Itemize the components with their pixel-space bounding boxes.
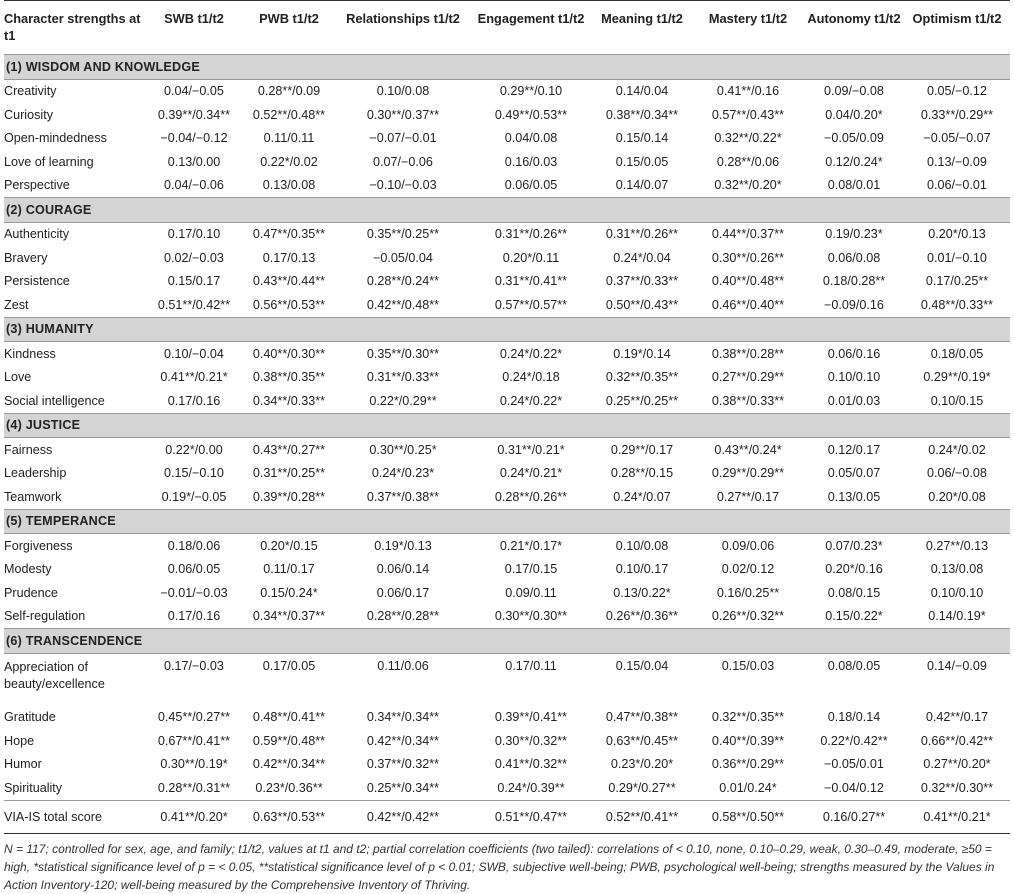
correlation-cell: 0.19*/0.13 <box>374 538 432 553</box>
correlation-cell: 0.22*/0.29** <box>369 393 437 408</box>
table-row <box>4 776 1010 800</box>
table-footnote: N = 117; controlled for sex, age, and family; t1/t2, values at t1 and t2; partial correlation coefficients (two tailed): correlations of < 0.10, none, 0.10–0.29, weak, 0.30–0.49, moderate, ≥50 = high, *statistical significance level of p = < 0.05, **statistical significance level of p < 0.01; SWB, subjective well-being; PWB, psychological well-being; strengths measured by the Values in Action Inventory-120; well-being measured by the Comprehensive Inventory of Thriving. <box>4 841 995 892</box>
correlation-cell: 0.13/0.08 <box>930 562 984 577</box>
correlation-cell: 0.46**/0.40** <box>711 297 785 312</box>
correlation-cell: 0.32**/0.35** <box>605 370 679 385</box>
correlation-cell: 0.15/0.05 <box>615 154 669 169</box>
correlation-cell: 0.19*/−0.05 <box>161 489 227 504</box>
correlation-cell: 0.18/0.05 <box>930 346 984 361</box>
correlation-cell: 0.24*/0.21* <box>499 466 563 481</box>
total-cell: 0.51**/0.47** <box>470 800 592 833</box>
correlation-cell: 0.41**/0.21* <box>160 370 228 385</box>
strength-name: Persistence <box>4 274 70 289</box>
correlation-cell: 0.56**/0.53** <box>252 297 326 312</box>
correlation-cell: 0.17/0.13 <box>262 250 316 265</box>
correlation-cell: 0.09/0.11 <box>505 585 557 600</box>
correlation-cell: 0.18/0.28** <box>822 274 886 289</box>
strength-name: Spirituality <box>4 780 63 795</box>
correlation-cell: 0.50**/0.43** <box>605 297 679 312</box>
correlation-cell: 0.66**/0.42** <box>920 733 994 748</box>
correlation-cell: 0.47**/0.35** <box>252 227 326 242</box>
strength-name: Social intelligence <box>4 393 105 408</box>
correlation-cell: 0.08/0.05 <box>827 658 881 673</box>
correlation-cell: 0.13/0.22* <box>613 585 671 600</box>
correlation-cell: 0.23*/0.36** <box>255 780 323 795</box>
correlation-cell: 0.10/0.10 <box>827 370 881 385</box>
section-header-row <box>4 509 1010 534</box>
correlation-cell: 0.05/−0.12 <box>927 84 987 99</box>
correlation-cell: 0.42**/0.48** <box>366 297 440 312</box>
strength-name: Creativity <box>4 84 57 99</box>
correlation-cell: 0.48**/0.41** <box>252 710 326 725</box>
strength-name: Perspective <box>4 178 70 193</box>
correlation-cell: 0.57**/0.43** <box>711 107 785 122</box>
correlation-cell: 0.10/0.10 <box>930 585 984 600</box>
correlation-cell: 0.39**/0.34** <box>157 107 231 122</box>
correlation-cell: 0.42**/0.17 <box>925 710 989 725</box>
correlation-cell: 0.30**/0.26** <box>711 250 785 265</box>
correlation-cell: 0.04/−0.06 <box>164 178 224 193</box>
correlation-cell: 0.27**/0.13 <box>925 538 989 553</box>
header-row <box>4 1 1010 55</box>
correlation-cell: 0.15/0.03 <box>721 658 775 673</box>
section-header-row <box>4 55 1010 80</box>
correlation-cell: 0.19/0.23* <box>825 227 883 242</box>
correlation-cell: 0.15/0.24* <box>260 585 318 600</box>
table-row <box>4 753 1010 777</box>
table-row <box>4 558 1010 582</box>
correlation-cell: 0.31**/0.41** <box>494 274 568 289</box>
table-row <box>4 581 1010 605</box>
correlation-cell: 0.37**/0.32** <box>366 757 440 772</box>
correlation-cell: 0.10/0.17 <box>615 562 669 577</box>
table-row <box>4 150 1010 174</box>
correlation-cell: 0.40**/0.30** <box>252 346 326 361</box>
correlation-cell: 0.36**/0.29** <box>711 757 785 772</box>
correlation-cell: 0.20*/0.13 <box>928 227 986 242</box>
correlation-cell: 0.29**/0.29** <box>711 466 785 481</box>
correlation-cell: 0.14/0.04 <box>615 84 669 99</box>
correlation-cell: 0.29**/0.19* <box>923 370 991 385</box>
header-column: Mastery t1/t2 <box>708 11 788 26</box>
correlation-cell: 0.06/0.14 <box>376 562 430 577</box>
correlation-table-container <box>4 0 1010 894</box>
correlation-cell: 0.17/0.16 <box>167 393 221 408</box>
correlation-cell: 0.13/0.00 <box>167 154 221 169</box>
correlation-cell: 0.10/0.15 <box>930 393 984 408</box>
correlation-cell: 0.04/−0.05 <box>164 84 224 99</box>
header-column: SWB t1/t2 <box>164 11 224 26</box>
correlation-cell: 0.31**/0.21* <box>497 442 565 457</box>
correlation-cell: 0.28**/0.09 <box>257 84 321 99</box>
correlation-cell: 0.27**/0.20* <box>923 757 991 772</box>
correlation-cell: 0.34**/0.34** <box>366 710 440 725</box>
correlation-cell: −0.05/0.01 <box>824 757 884 772</box>
correlation-cell: 0.33**/0.29** <box>920 107 994 122</box>
correlation-cell: 0.32**/0.22* <box>714 131 782 146</box>
correlation-cell: 0.13/0.08 <box>262 178 316 193</box>
correlation-cell: 0.24*/0.18 <box>502 370 560 385</box>
correlation-cell: 0.11/0.17 <box>263 562 315 577</box>
correlation-cell: 0.35**/0.30** <box>366 346 440 361</box>
correlation-cell: 0.17/0.16 <box>167 609 221 624</box>
total-cell: 0.42**/0.42** <box>336 800 470 833</box>
table-row <box>4 222 1010 246</box>
correlation-cell: 0.05/0.07 <box>827 466 881 481</box>
table-row <box>4 653 1010 706</box>
table-row <box>4 174 1010 198</box>
correlation-cell: 0.15/0.14 <box>615 131 669 146</box>
table-row <box>4 270 1010 294</box>
correlation-cell: 0.28**/0.26** <box>494 489 568 504</box>
correlation-cell: 0.17/0.11 <box>505 658 557 673</box>
correlation-cell: 0.29**/0.10 <box>499 84 563 99</box>
table-row <box>4 342 1010 366</box>
strength-name: Bravery <box>4 250 48 265</box>
correlation-cell: 0.14/0.07 <box>615 178 669 193</box>
correlation-cell: 0.06/0.17 <box>376 585 430 600</box>
correlation-cell: 0.38**/0.34** <box>605 107 679 122</box>
correlation-cell: 0.24*/0.04 <box>613 250 671 265</box>
correlation-cell: 0.15/−0.10 <box>164 466 224 481</box>
correlation-cell: 0.24*/0.22* <box>499 346 563 361</box>
header-column: Autonomy t1/t2 <box>807 11 901 26</box>
correlation-cell: 0.25**/0.25** <box>605 393 679 408</box>
correlation-cell: 0.15/0.17 <box>167 274 221 289</box>
table-row <box>4 706 1010 730</box>
table-row <box>4 438 1010 462</box>
correlation-cell: 0.11/0.11 <box>263 131 315 146</box>
correlation-cell: 0.01/0.24* <box>719 780 777 795</box>
correlation-cell: 0.06/0.05 <box>167 562 221 577</box>
table-row <box>4 293 1010 317</box>
strength-name: Leadership <box>4 466 67 481</box>
header-column: Optimism t1/t2 <box>912 11 1002 26</box>
correlation-cell: 0.06/−0.08 <box>927 466 987 481</box>
section-title: (4) JUSTICE <box>4 413 1010 438</box>
table-row <box>4 485 1010 509</box>
correlation-cell: 0.15/0.22* <box>825 609 883 624</box>
correlation-cell: 0.30**/0.32** <box>494 733 568 748</box>
correlation-cell: 0.07/0.23* <box>825 538 883 553</box>
correlation-cell: 0.08/0.01 <box>827 178 881 193</box>
correlation-cell: 0.43**/0.24* <box>714 442 782 457</box>
correlation-cell: 0.47**/0.38** <box>605 710 679 725</box>
correlation-cell: 0.11/0.06 <box>377 658 429 673</box>
correlation-cell: 0.63**/0.45** <box>605 733 679 748</box>
correlation-cell: 0.17/0.15 <box>504 562 558 577</box>
correlation-cell: 0.02/−0.03 <box>164 250 224 265</box>
table-row <box>4 127 1010 151</box>
correlation-cell: 0.31**/0.33** <box>366 370 440 385</box>
header-strength: Character strengths at t1 <box>4 11 141 43</box>
correlation-cell: −0.05/0.04 <box>373 250 433 265</box>
correlation-cell: 0.14/−0.09 <box>927 658 987 673</box>
correlation-cell: 0.23*/0.20* <box>610 757 674 772</box>
strength-name: Prudence <box>4 585 58 600</box>
correlation-cell: 0.02/0.12 <box>721 562 775 577</box>
correlation-cell: 0.17/−0.03 <box>164 658 224 673</box>
correlation-cell: 0.45**/0.27** <box>157 710 231 725</box>
correlation-cell: 0.32**/0.30** <box>920 780 994 795</box>
correlation-cell: 0.28**/0.15 <box>610 466 674 481</box>
table-row <box>4 534 1010 558</box>
total-cell: 0.52**/0.41** <box>592 800 692 833</box>
correlation-cell: 0.30**/0.30** <box>494 609 568 624</box>
correlation-cell: 0.67**/0.41** <box>157 733 231 748</box>
correlation-cell: 0.06/0.05 <box>504 178 558 193</box>
header-column: Engagement t1/t2 <box>477 11 585 26</box>
correlation-cell: 0.28**/0.28** <box>366 609 440 624</box>
table-row <box>4 462 1010 486</box>
section-header-row <box>4 317 1010 342</box>
correlation-cell: 0.13/0.05 <box>827 489 881 504</box>
correlation-cell: 0.43**/0.44** <box>252 274 326 289</box>
header-column: Relationships t1/t2 <box>346 11 460 26</box>
correlation-cell: 0.42**/0.34** <box>252 757 326 772</box>
correlation-cell: 0.26**/0.32** <box>711 609 785 624</box>
correlation-cell: 0.48**/0.33** <box>920 297 994 312</box>
correlation-cell: 0.17/0.05 <box>262 658 316 673</box>
correlation-cell: 0.20*/0.15 <box>260 538 318 553</box>
correlation-cell: 0.24*/0.23* <box>371 466 435 481</box>
correlation-cell: 0.24*/0.02 <box>928 442 986 457</box>
header-column: PWB t1/t2 <box>259 11 319 26</box>
correlation-cell: 0.27**/0.17 <box>716 489 780 504</box>
strength-name: Zest <box>4 297 29 312</box>
correlation-cell: 0.09/0.06 <box>721 538 775 553</box>
correlation-cell: 0.49**/0.53** <box>494 107 568 122</box>
correlation-cell: 0.42**/0.34** <box>366 733 440 748</box>
correlation-cell: 0.30**/0.37** <box>366 107 440 122</box>
strength-name: Self-regulation <box>4 609 86 624</box>
table-row <box>4 729 1010 753</box>
table-row <box>4 103 1010 127</box>
correlation-cell: 0.16/0.25** <box>716 585 780 600</box>
strength-name: Humor <box>4 757 42 772</box>
correlation-cell: 0.32**/0.35** <box>711 710 785 725</box>
correlation-cell: 0.14/0.19* <box>928 609 986 624</box>
correlation-cell: 0.34**/0.33** <box>252 393 326 408</box>
correlation-cell: 0.32**/0.20* <box>714 178 782 193</box>
correlation-cell: 0.10/0.08 <box>376 84 430 99</box>
correlation-cell: 0.15/0.04 <box>615 658 669 673</box>
total-cell: 0.58**/0.50** <box>692 800 804 833</box>
header-column: Meaning t1/t2 <box>601 11 683 26</box>
strength-name: Authenticity <box>4 227 70 242</box>
section-header-row <box>4 629 1010 654</box>
table-row <box>4 605 1010 629</box>
correlation-cell: 0.30**/0.25* <box>369 442 437 457</box>
total-cell: 0.16/0.27** <box>804 800 904 833</box>
correlation-cell: 0.29**/0.17 <box>610 442 674 457</box>
table-row <box>4 246 1010 270</box>
correlation-cell: 0.22*/0.00 <box>165 442 223 457</box>
correlation-cell: −0.01/−0.03 <box>160 585 228 600</box>
total-cell: 0.63**/0.53** <box>242 800 336 833</box>
correlation-cell: −0.07/−0.01 <box>369 131 437 146</box>
correlation-cell: 0.41**/0.32** <box>494 757 568 772</box>
correlation-cell: −0.05/−0.07 <box>923 131 991 146</box>
correlation-cell: 0.10/−0.04 <box>164 346 224 361</box>
table-row <box>4 389 1010 413</box>
correlation-cell: 0.28**/0.24** <box>366 274 440 289</box>
strength-name: Hope <box>4 733 35 748</box>
correlation-cell: 0.41**/0.16 <box>716 84 780 99</box>
strength-name: Teamwork <box>4 489 62 504</box>
correlation-cell: 0.12/0.17 <box>827 442 881 457</box>
correlation-cell: 0.30**/0.19* <box>160 757 228 772</box>
section-title: (5) TEMPERANCE <box>4 509 1010 534</box>
correlation-cell: 0.39**/0.41** <box>494 710 568 725</box>
correlation-cell: 0.09/−0.08 <box>824 84 884 99</box>
strength-name: Gratitude <box>4 710 56 725</box>
correlation-cell: 0.37**/0.38** <box>366 489 440 504</box>
correlation-cell: 0.01/−0.10 <box>927 250 987 265</box>
section-title: (2) COURAGE <box>4 198 1010 223</box>
correlation-cell: 0.21*/0.17* <box>499 538 563 553</box>
correlation-cell: −0.09/0.16 <box>824 297 884 312</box>
correlation-cell: 0.31**/0.26** <box>605 227 679 242</box>
correlation-cell: 0.28**/0.06 <box>716 154 780 169</box>
correlation-cell: 0.38**/0.33** <box>711 393 785 408</box>
correlation-cell: 0.04/0.20* <box>825 107 883 122</box>
correlation-cell: 0.26**/0.36** <box>605 609 679 624</box>
correlation-cell: 0.51**/0.42** <box>157 297 231 312</box>
correlation-cell: 0.17/0.25** <box>925 274 989 289</box>
table-body <box>4 55 1010 834</box>
correlation-cell: 0.29*/0.27** <box>608 780 676 795</box>
section-header-row <box>4 198 1010 223</box>
correlation-cell: 0.37**/0.33** <box>605 274 679 289</box>
correlation-cell: −0.04/0.12 <box>824 780 884 795</box>
correlation-cell: 0.18/0.06 <box>167 538 221 553</box>
strength-name: Open-mindedness <box>4 131 107 146</box>
table-row <box>4 79 1010 103</box>
correlation-cell: 0.34**/0.37** <box>252 609 326 624</box>
table-row <box>4 366 1010 390</box>
correlation-cell: 0.44**/0.37** <box>711 227 785 242</box>
correlation-cell: 0.27**/0.29** <box>711 370 785 385</box>
correlation-cell: −0.05/0.09 <box>824 131 884 146</box>
correlation-cell: 0.35**/0.25** <box>366 227 440 242</box>
correlation-cell: 0.07/−0.06 <box>373 154 433 169</box>
correlation-cell: 0.57**/0.57** <box>494 297 568 312</box>
correlation-cell: 0.13/−0.09 <box>927 154 987 169</box>
correlation-cell: 0.40**/0.39** <box>711 733 785 748</box>
correlation-cell: 0.06/0.16 <box>827 346 881 361</box>
correlation-cell: 0.24*/0.22* <box>499 393 563 408</box>
correlation-cell: 0.31**/0.26** <box>494 227 568 242</box>
correlation-cell: 0.28**/0.31** <box>157 780 231 795</box>
strength-name: Curiosity <box>4 107 53 122</box>
strength-name: Appreciation of beauty/excellence <box>4 659 105 691</box>
correlation-cell: 0.20*/0.11 <box>502 250 560 265</box>
strength-name: Fairness <box>4 442 53 457</box>
section-title: (1) WISDOM AND KNOWLEDGE <box>4 55 1010 80</box>
total-label: VIA-IS total score <box>4 800 146 833</box>
strength-name: Forgiveness <box>4 538 73 553</box>
correlation-cell: 0.24*/0.39** <box>497 780 565 795</box>
correlation-cell: 0.40**/0.48** <box>711 274 785 289</box>
section-title: (6) TRANSCENDENCE <box>4 629 1010 654</box>
correlation-cell: 0.22*/0.02 <box>260 154 318 169</box>
correlation-cell: 0.38**/0.28** <box>711 346 785 361</box>
correlation-cell: 0.22*/0.42** <box>820 733 888 748</box>
correlation-cell: 0.01/0.03 <box>827 393 881 408</box>
correlation-cell: 0.25**/0.34** <box>366 780 440 795</box>
correlation-cell: 0.16/0.03 <box>504 154 558 169</box>
correlation-cell: 0.20*/0.16 <box>825 562 883 577</box>
correlation-cell: 0.04/0.08 <box>504 131 558 146</box>
correlation-cell: −0.04/−0.12 <box>160 131 228 146</box>
strength-name: Love of learning <box>4 154 94 169</box>
total-cell: 0.41**/0.21* <box>904 800 1010 833</box>
section-header-row <box>4 413 1010 438</box>
correlation-cell: 0.39**/0.28** <box>252 489 326 504</box>
correlation-cell: 0.18/0.14 <box>827 710 881 725</box>
section-title: (3) HUMANITY <box>4 317 1010 342</box>
correlation-cell: 0.43**/0.27** <box>252 442 326 457</box>
correlation-cell: 0.38**/0.35** <box>252 370 326 385</box>
correlation-cell: 0.06/0.08 <box>827 250 881 265</box>
total-cell: 0.41**/0.20* <box>146 800 242 833</box>
strength-name: Kindness <box>4 346 56 361</box>
correlation-cell: 0.12/0.24* <box>825 154 883 169</box>
correlation-cell: 0.31**/0.25** <box>252 466 326 481</box>
correlation-cell: 0.08/0.15 <box>827 585 881 600</box>
strength-name: Love <box>4 370 32 385</box>
correlation-cell: 0.52**/0.48** <box>252 107 326 122</box>
correlation-cell: 0.19*/0.14 <box>613 346 671 361</box>
correlation-cell: 0.06/−0.01 <box>927 178 987 193</box>
correlation-cell: 0.17/0.10 <box>167 227 221 242</box>
correlation-cell: 0.10/0.08 <box>615 538 669 553</box>
correlation-cell: 0.59**/0.48** <box>252 733 326 748</box>
correlation-cell: 0.20*/0.08 <box>928 489 986 504</box>
total-row <box>4 800 1010 833</box>
correlation-table <box>4 0 1010 834</box>
correlation-cell: −0.10/−0.03 <box>369 178 437 193</box>
strength-name: Modesty <box>4 562 52 577</box>
correlation-cell: 0.24*/0.07 <box>613 489 671 504</box>
